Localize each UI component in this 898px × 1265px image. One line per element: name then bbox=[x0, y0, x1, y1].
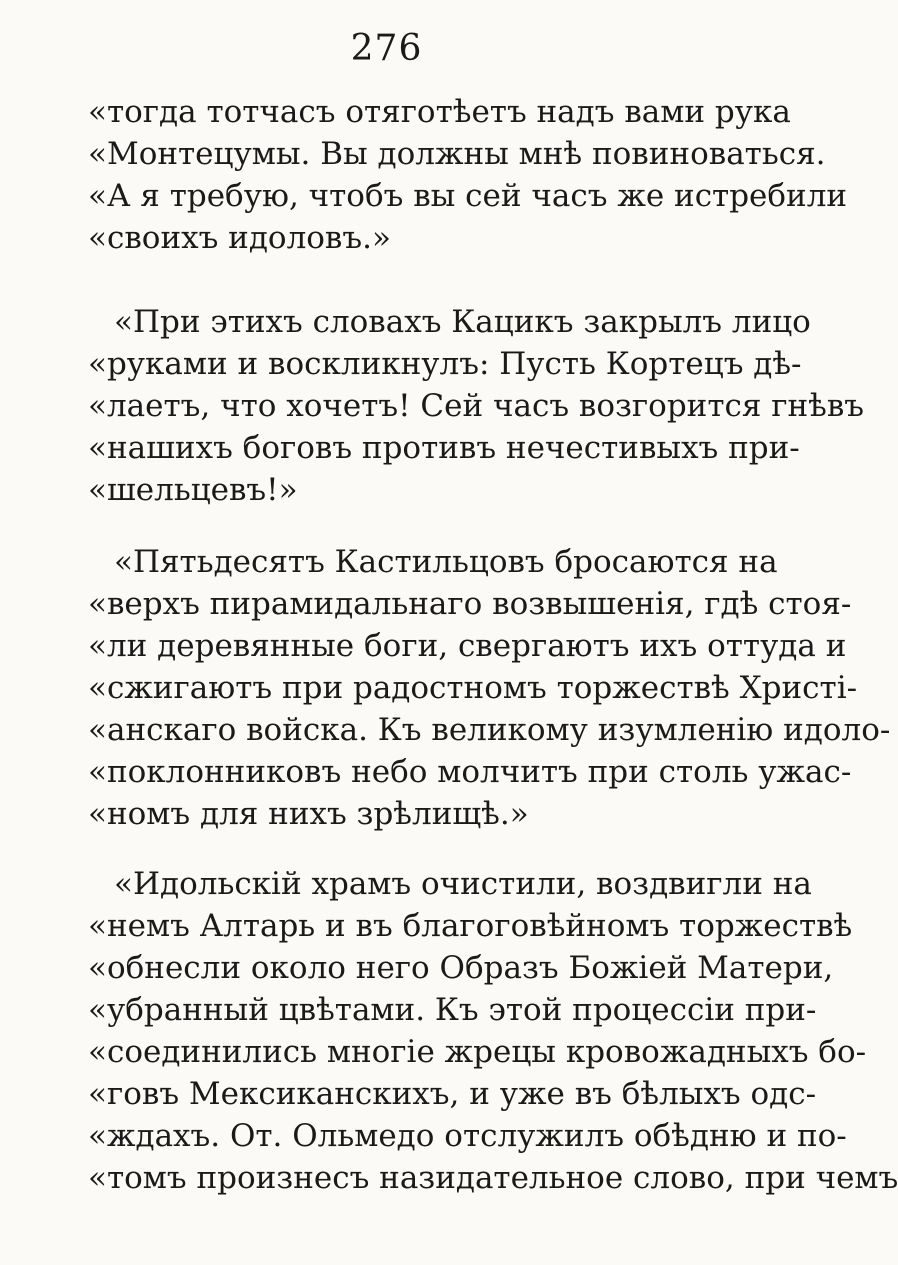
text-line: «обнесли около него Образъ Божіей Матери, bbox=[88, 950, 834, 986]
text-line: «соединились многіе жрецы кровожадныхъ бо- bbox=[88, 1034, 867, 1070]
text-line: «лаетъ, что хочетъ! Сей часъ возгорится гнѣвъ bbox=[88, 388, 865, 424]
page-number: 276 bbox=[350, 28, 423, 69]
text-line: «Пятьдесятъ Кастильцовъ бросаются на bbox=[114, 544, 778, 580]
text-line: «Монтецумы. Вы должны мнѣ повиноваться. bbox=[88, 136, 826, 172]
text-line: «ли деревянные боги, свергаютъ ихъ оттуда и bbox=[88, 628, 847, 664]
text-line: «убранный цвѣтами. Къ этой процессіи при- bbox=[88, 992, 817, 1028]
text-line: «сжигаютъ при радостномъ торжествѣ Христі- bbox=[88, 670, 858, 706]
text-line: «немъ Алтарь и въ благоговѣйномъ торжествѣ bbox=[88, 908, 853, 944]
text-line: «поклонниковъ небо молчитъ при столь ужас- bbox=[88, 754, 852, 790]
text-line: «анскаго войска. Къ великому изумленію идоло- bbox=[88, 712, 891, 748]
text-line: «томъ произнесъ назидательное слово, при чемъ bbox=[88, 1160, 898, 1196]
text-line: «нашихъ боговъ противъ нечестивыхъ при- bbox=[88, 430, 800, 466]
text-line: «номъ для нихъ зрѣлищѣ.» bbox=[88, 796, 529, 832]
text-line: «тогда тотчасъ отяготѣетъ надъ вами рука bbox=[88, 94, 791, 130]
text-line: «А я требую, чтобъ вы сей часъ же истребили bbox=[88, 178, 848, 214]
text-line: «верхъ пирамидальнаго возвышенія, гдѣ стоя- bbox=[88, 586, 852, 622]
text-line: «шельцевъ!» bbox=[88, 472, 298, 508]
text-line: «говъ Мексиканскихъ, и уже въ бѣлыхъ одс- bbox=[88, 1076, 817, 1112]
text-line: «своихъ идоловъ.» bbox=[88, 220, 391, 256]
text-line: «При этихъ словахъ Кацикъ закрылъ лицо bbox=[114, 304, 811, 340]
text-line: «Идольскій храмъ очистили, воздвигли на bbox=[114, 866, 812, 902]
text-line: «руками и воскликнулъ: Пусть Кортецъ дѣ- bbox=[88, 346, 802, 382]
text-line: «ждахъ. От. Ольмедо отслужилъ обѣдню и по- bbox=[88, 1118, 847, 1154]
